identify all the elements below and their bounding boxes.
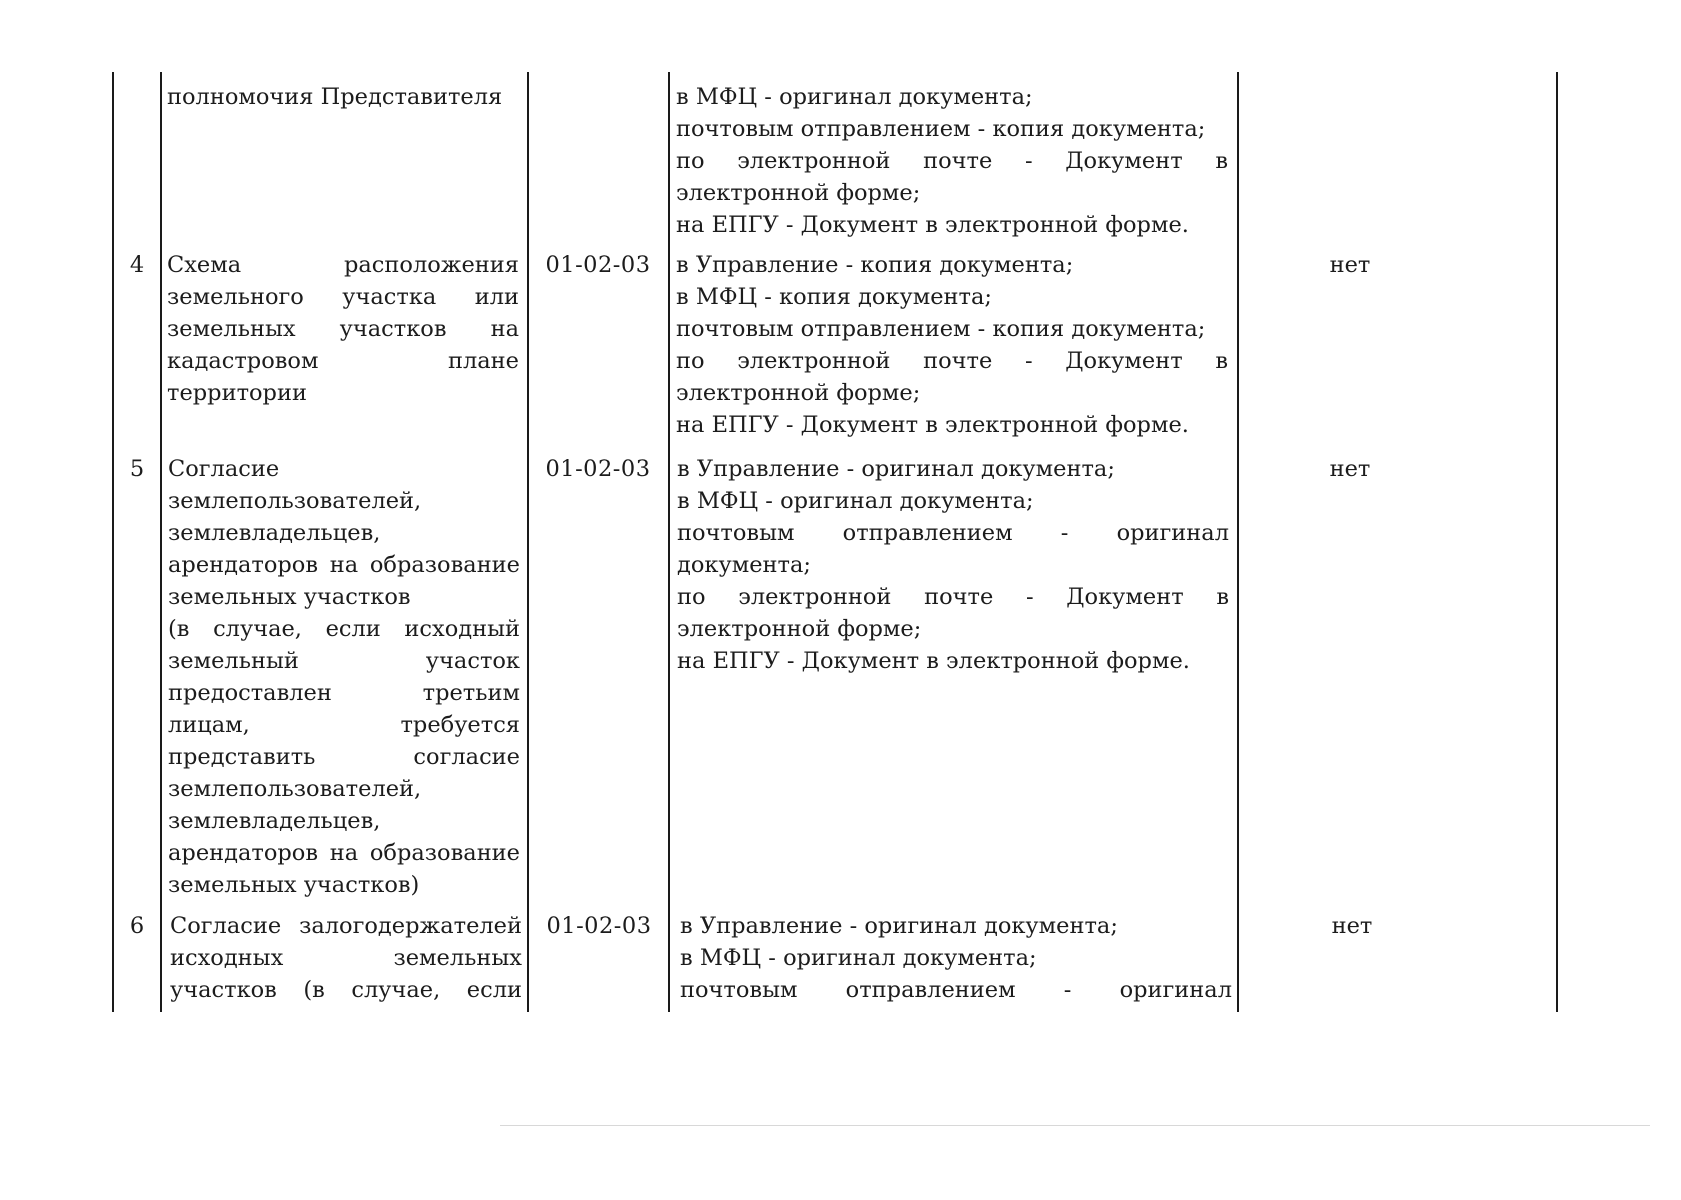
submission-method — [677, 453, 1229, 677]
document-name-line: землепользователей, — [168, 776, 422, 802]
document-code: 01-02-03 — [546, 913, 652, 939]
required-flag: нет — [1329, 456, 1371, 482]
document-name-line: земельный участок — [168, 648, 520, 674]
submission-method — [680, 910, 1232, 1006]
table-rule-left — [112, 72, 114, 1012]
table-rule-code — [668, 72, 670, 1012]
required-flag: нет — [1331, 913, 1373, 939]
scan-artifact — [500, 1125, 1650, 1126]
method-line: почтовым отправлением - оригинал — [680, 977, 1232, 1003]
method-line: по электронной почте - Документ в — [676, 348, 1228, 374]
document-code: 01-02-03 — [545, 456, 651, 482]
method-line: почтовым отправлением - копия документа; — [676, 316, 1206, 342]
method-line: на ЕПГУ - Документ в электронной форме. — [676, 212, 1189, 238]
method-line: в МФЦ - оригинал документа; — [680, 945, 1037, 971]
document-name-line: земельных участков на — [167, 316, 519, 342]
document-name-line: исходных земельных — [170, 945, 522, 971]
row-number: 4 — [129, 252, 145, 278]
method-line: электронной форме; — [676, 380, 921, 406]
document-name-line: Согласие — [168, 456, 280, 482]
document-name-line: Схема расположения — [167, 252, 519, 278]
document-name-line: Согласие залогодержателей — [170, 913, 522, 939]
method-line: на ЕПГУ - Документ в электронной форме. — [677, 648, 1190, 674]
method-line: электронной форме; — [677, 616, 922, 642]
required-flag: нет — [1329, 252, 1371, 278]
submission-method — [676, 249, 1228, 441]
method-line: почтовым отправлением - оригинал — [677, 520, 1229, 546]
document-name-line: предоставлен третьим — [168, 680, 520, 706]
method-line: почтовым отправлением - копия документа; — [676, 116, 1206, 142]
table-rule-name — [527, 72, 529, 1012]
document-name-line: представить согласие — [168, 744, 520, 770]
table-rule-method — [1237, 72, 1239, 1012]
table-rule-num — [160, 72, 162, 1012]
document-name-line: земельного участка или — [167, 284, 519, 310]
document-name-line: (в случае, если исходный — [168, 616, 520, 642]
document-name — [167, 81, 519, 113]
method-line: в Управление - оригинал документа; — [677, 456, 1115, 482]
document-name — [167, 249, 519, 409]
method-line: документа; — [677, 552, 811, 578]
document-name-line: арендаторов на образование — [168, 552, 520, 578]
document-name-line: земельных участков — [168, 584, 411, 610]
method-line: в МФЦ - копия документа; — [676, 284, 992, 310]
row-number: 6 — [129, 913, 145, 939]
document-name — [168, 453, 520, 901]
document-name-line: землевладельцев, — [168, 808, 381, 834]
document-name-line: лицам, требуется — [168, 712, 520, 738]
table-rule-right — [1556, 72, 1558, 1012]
document-name-line: землевладельцев, — [168, 520, 381, 546]
submission-method — [676, 81, 1228, 241]
document-code: 01-02-03 — [545, 252, 651, 278]
document-name-line: участков (в случае, если — [170, 977, 522, 1003]
method-line: в МФЦ - оригинал документа; — [676, 84, 1033, 110]
method-line: по электронной почте - Документ в — [676, 148, 1228, 174]
method-line: на ЕПГУ - Документ в электронной форме. — [676, 412, 1189, 438]
method-line: электронной форме; — [676, 180, 921, 206]
method-line: по электронной почте - Документ в — [677, 584, 1229, 610]
row-number: 5 — [129, 456, 145, 482]
document-name-line: кадастровом плане — [167, 348, 519, 374]
document-name-line: землепользователей, — [168, 488, 422, 514]
document-name-line: земельных участков) — [168, 872, 420, 898]
method-line: в Управление - оригинал документа; — [680, 913, 1118, 939]
document-name — [170, 910, 522, 1006]
document-name-line: территории — [167, 380, 307, 406]
method-line: в МФЦ - оригинал документа; — [677, 488, 1034, 514]
document-name-line: полномочия Представителя — [167, 84, 503, 110]
method-line: в Управление - копия документа; — [676, 252, 1074, 278]
document-name-line: арендаторов на образование — [168, 840, 520, 866]
